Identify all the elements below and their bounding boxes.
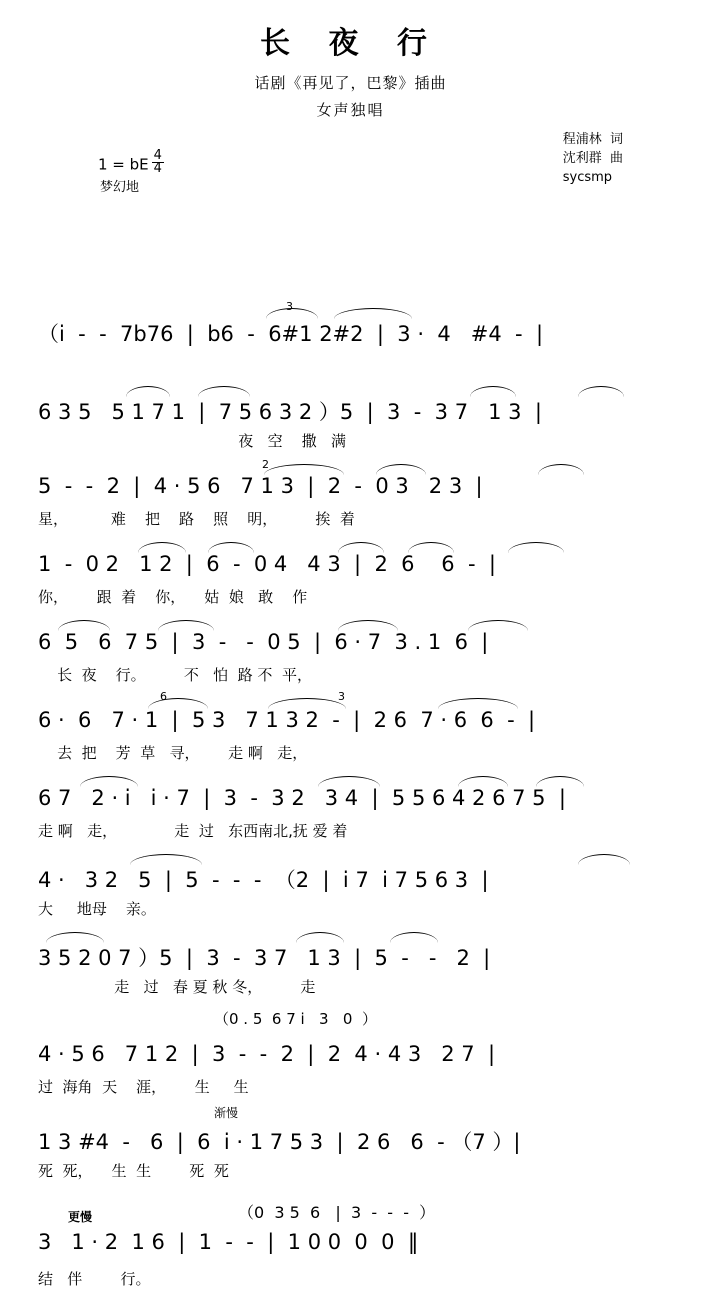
system-9 xyxy=(38,930,663,1008)
time-signature-numerator: 4 xyxy=(153,148,162,163)
tuplet-marking: 2 xyxy=(262,458,269,471)
system-5-lyrics: 长 夜 行。 不 怕 路 不 平， xyxy=(38,666,312,684)
system-2-notes: 6 3 5 5 1 7 1 | 7 5 6 3 2 ）5 | 3 - 3 7 1 3 | xyxy=(38,400,542,424)
system-6-notes: 6 · 6 7 · 1 | 5 3 7 1 3 2 - | 2 6 7 · 6 6 - | xyxy=(38,708,536,732)
sheet-music-page xyxy=(0,18,701,1314)
system-6 xyxy=(38,690,663,774)
system-3 xyxy=(38,458,663,540)
system-12-ossia: （0 3 5 6 | 3 - - - ） xyxy=(238,1203,436,1222)
system-8-lyrics: 大 地母 亲。 xyxy=(38,900,156,918)
key-signature-text: 1 = bE xyxy=(98,155,149,174)
rit-marking: 渐慢 xyxy=(214,1106,239,1120)
credit-composer: 沈利群 曲 xyxy=(562,150,623,166)
tuplet-marking: 3 xyxy=(286,300,293,313)
system-10-lyrics: 过 海角 天 涯， 生 生 xyxy=(38,1078,249,1096)
system-9-lyrics: 走 过 春 夏 秋 冬， 走 xyxy=(38,978,316,996)
system-1-notes: （i - - 7b76 | b6 - 6#1 2#2 | 3 · 4 #4 - | xyxy=(38,322,544,346)
system-10-ossia: （0 . 5 6 7 i 3 0 ） xyxy=(214,1010,377,1028)
system-11-notes: 1 3 #4 - 6 | 6 i · 1 7 5 3 | 2 6 6 - （7 ）| xyxy=(38,1130,521,1154)
system-11-lyrics: 死 死， 生 生 死 死 xyxy=(38,1162,229,1180)
system-1-lyrics xyxy=(38,352,663,376)
time-signature-denominator: 4 xyxy=(153,161,162,177)
system-7-notes: 6 7 2 · i i · 7 | 3 - 3 2 3 4 | 5 5 6 4 2 6 7 5 | xyxy=(38,786,566,810)
system-10 xyxy=(38,1008,663,1104)
system-8-notes: 4 · 3 2 5 | 5 - - - （2 | i 7 i 7 5 6 3 | xyxy=(38,868,489,892)
system-7 xyxy=(38,774,663,852)
system-6-lyrics: 去 把 芳 草 寻， 走 啊 走， xyxy=(38,744,308,762)
system-5 xyxy=(38,618,663,696)
system-2-lyrics: 夜 空 撒 满 xyxy=(38,432,346,450)
system-3-lyrics: 星， 难 把 路 照 明， 挨 着 xyxy=(38,510,355,528)
system-11 xyxy=(38,1104,663,1200)
system-4-lyrics: 你， 跟 着 你， 姑 娘 敢 作 xyxy=(38,588,308,606)
system-4 xyxy=(38,540,663,618)
system-9-notes: 3 5 2 0 7 ）5 | 3 - 3 7 1 3 | 5 - - 2 | xyxy=(38,946,491,970)
tuplet-marking: 6 xyxy=(160,690,167,703)
system-5-notes: 6 5 6 7 5 | 3 - - 0 5 | 6 · 7 3 . 1 6 | xyxy=(38,630,489,654)
key-signature xyxy=(98,150,164,176)
subtitle-voice: 女声独唱 xyxy=(316,101,385,119)
time-signature xyxy=(152,150,164,176)
credit-transcriber: sycsmp xyxy=(562,169,613,185)
system-4-notes: 1 - 0 2 1 2 | 6 - 0 4 4 3 | 2 6 6 - | xyxy=(38,552,496,576)
system-1 xyxy=(38,300,663,384)
page-title: 长 夜 行 xyxy=(260,26,441,61)
system-10-notes: 4 · 5 6 7 1 2 | 3 - - 2 | 2 4 · 4 3 2 7 | xyxy=(38,1042,496,1066)
subtitle: 话剧《再见了，巴黎》插曲 xyxy=(254,74,447,92)
system-2 xyxy=(38,384,663,462)
credits xyxy=(563,131,623,188)
tuplet-marking: 3 xyxy=(338,690,345,703)
system-12-notes: 3 1 · 2 1 6 | 1 - - | 1 0 0 0 0 ‖ xyxy=(38,1230,419,1254)
music-body xyxy=(0,300,701,1310)
piu-lento-marking: 更慢 xyxy=(68,1210,93,1224)
system-7-lyrics: 走 啊 走， 走 过 东西南北,抚 爱 着 xyxy=(38,822,348,840)
system-3-notes: 5 - - 2 | 4 · 5 6 7 1 3 | 2 - 0 3 2 3 | xyxy=(38,474,483,498)
system-8 xyxy=(38,852,663,930)
credit-lyricist: 程浦林 词 xyxy=(562,132,623,147)
system-12-lyrics: 结 伴 行。 xyxy=(38,1270,151,1288)
expression-marking: 梦幻地 xyxy=(100,180,140,195)
system-12 xyxy=(38,1200,663,1310)
